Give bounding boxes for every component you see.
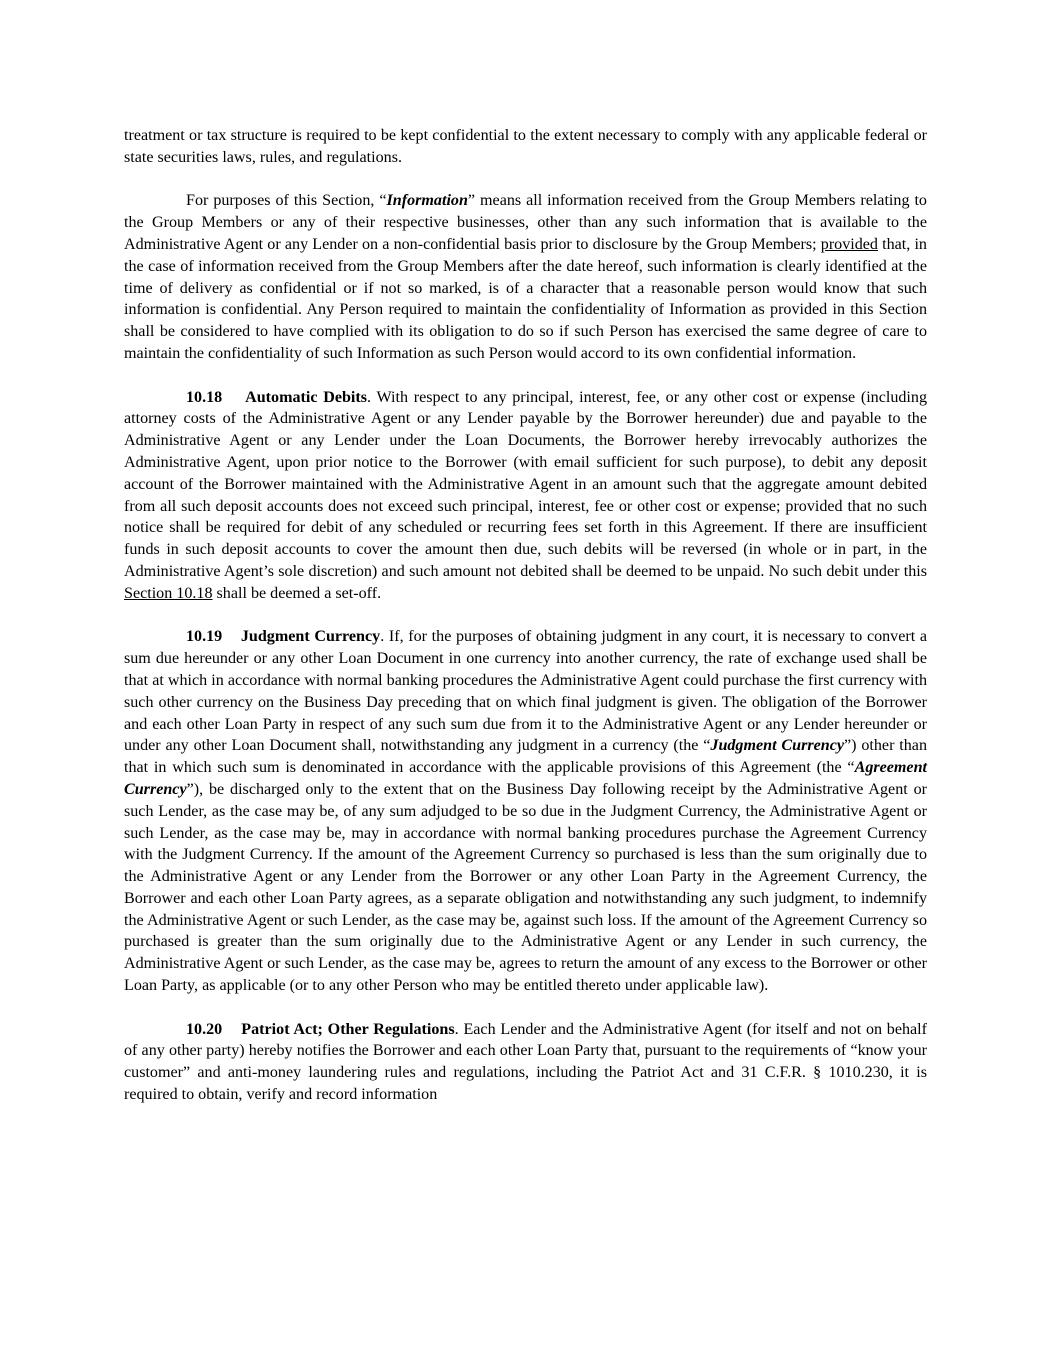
section-number: 10.19 bbox=[186, 628, 223, 646]
defined-term-judgment-currency: Judgment Currency bbox=[710, 737, 845, 755]
paragraph-information-definition bbox=[124, 190, 927, 364]
section-cross-reference: Section 10.18 bbox=[124, 584, 213, 602]
section-text: . Each Lender and the Administrative Agent (for itself and not on behalf of any other party) hereby notifies the Borrower and each other Loan Party that, pursuant to the requirements of “know your customer” and anti-money laundering rules and regulations, including the Patriot Act and 31 C.F.R. § 1010.230, it is required to obtain, verify and record information bbox=[124, 1020, 928, 1104]
defined-term-information: Information bbox=[386, 192, 468, 210]
defined-term-agreement-currency: Agreement Currency bbox=[124, 759, 927, 798]
section-number: 10.20 bbox=[186, 1020, 223, 1038]
section-10-18 bbox=[124, 387, 927, 605]
paragraph-text: treatment or tax structure is required to be kept confidential to the extent necessary to comply with any applicable federal or state securities laws, rules, and regulations. bbox=[124, 127, 927, 166]
section-heading: Judgment Currency bbox=[240, 628, 381, 646]
paragraph-text: For purposes of this Section, “ bbox=[186, 192, 387, 210]
section-text: . If, for the purposes of obtaining judgment in any court, it is necessary to convert a sum due hereunder or any other Loan Document in one currency into another currency, the rate of exchange used shall be that at which in accordance with normal banking procedures the Administrative Agent could purchase the first currency with such other currency on the Business Day preceding that on which final judgment is given. The obligation of the Borrower and each other Loan Party in respect of any such sum due from it to the Administrative Agent or any Lender hereunder or under any other Loan Document shall, notwithstanding any judgment in a currency (the “ bbox=[124, 628, 927, 755]
section-text: shall be deemed a set-off. bbox=[212, 584, 382, 602]
section-10-19 bbox=[124, 626, 927, 997]
section-text: ”) other than that in which such sum is denominated in accordance with the applicable provisions of this Agreement (the “ bbox=[124, 737, 927, 777]
paragraph-tax-structure bbox=[124, 125, 927, 169]
section-heading: Automatic Debits bbox=[245, 388, 368, 406]
section-number: 10.18 bbox=[186, 388, 223, 406]
document-page bbox=[124, 125, 927, 1128]
provided-term: provided bbox=[820, 235, 878, 253]
section-heading: Patriot Act; Other Regulations bbox=[241, 1020, 455, 1038]
paragraph-text: ” means all information received from the Group Members relating to the Group Members or any of their respective businesses, other than any such information that is available to the Administrative Agent or any Lender on a non-confidential basis prior to disclosure by the Group Members; bbox=[124, 192, 927, 253]
section-text: . With respect to any principal, interest, fee, or any other cost or expense (including attorney costs of the Administrative Agent or any Lender payable by the Borrower hereunder) due and payable to the Administrative Agent or any Lender under the Loan Documents, the Borrower hereby irrevocably authorizes the Administrative Agent, upon prior notice to the Borrower (with email sufficient for such purpose), to debit any deposit account of the Borrower maintained with the Administrative Agent in an amount such that the aggregate amount debited from all such deposit accounts does not exceed such principal, interest, fee or other cost or expense; provided that no such notice shall be required for debit of any scheduled or recurring fees set forth in this Agreement. If there are insufficient funds in such deposit accounts to cover the amount then due, such debits will be reversed (in whole or in part, in the Administrative Agent’s sole discretion) and such amount not debited shall be deemed to be unpaid. No such debit under this bbox=[124, 388, 927, 580]
paragraph-text: that, in the case of information received from the Group Members after the date hereof, such information is clearly identified at the time of delivery as confidential or if not so marked, is of a character that a reasonable person would know that such information is confidential. Any Person required to maintain the confidentiality of Information as provided in this Section shall be considered to have complied with its obligation to do so if such Person has exercised the same degree of care to maintain the confidentiality of such Information as such Person would accord to its own confidential information. bbox=[124, 235, 927, 362]
section-text: ”), be discharged only to the extent that on the Business Day following receipt by the Administrative Agent or such Lender, as the case may be, of any sum adjudged to be so due in the Judgment Currency, the Administrative Agent or such Lender, as the case may be, may in accordance with normal banking procedures purchase the Agreement Currency with the Judgment Currency. If the amount of the Agreement Currency so purchased is less than the sum originally due to the Administrative Agent or any Lender from the Borrower or any other Loan Party in the Agreement Currency, the Borrower and each other Loan Party agrees, as a separate obligation and notwithstanding any such judgment, to indemnify the Administrative Agent or such Lender, as the case may be, against such loss. If the amount of the Agreement Currency so purchased is greater than the sum originally due to the Administrative Agent or any Lender in such currency, the Administrative Agent or such Lender, as the case may be, agrees to return the amount of any excess to the Borrower or other Loan Party, as applicable (or to any other Person who may be entitled thereto under applicable law). bbox=[124, 780, 927, 995]
section-10-20 bbox=[124, 1019, 927, 1106]
